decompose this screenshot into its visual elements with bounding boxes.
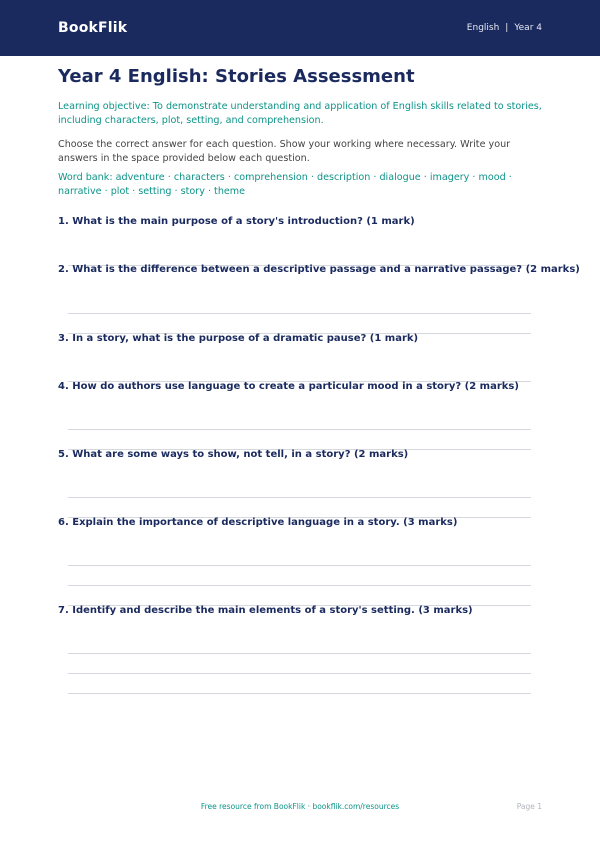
answer-line[interactable] [68,497,531,498]
question-4: 4. How do authors use language to create a particular mood in a story? (2 marks) [58,381,519,392]
subject-label: English [466,23,500,33]
brand-logo[interactable]: BookFlik [58,20,128,36]
learning-objective: Learning objective: To demonstrate understanding and application of English skills related to stories, including characters, plot, setting, and comprehension. [58,101,542,126]
worksheet-title: Year 4 English: Stories Assessment [58,66,415,87]
page-number: Page 1 [516,802,542,811]
answer-line[interactable] [68,673,531,674]
separator: | [505,23,509,33]
year-label: Year 4 [514,23,542,33]
question-3: 3. In a story, what is the purpose of a dramatic pause? (1 mark) [58,333,419,344]
footer-source-link[interactable]: Free resource from BookFlik · bookflik.com/resources [200,802,400,811]
question-1: 1. What is the main purpose of a story's introduction? (1 mark) [58,216,415,227]
answer-line[interactable] [68,565,531,566]
page-header [0,0,600,56]
subject-year-label [467,23,542,33]
answer-line[interactable] [68,653,531,654]
question-2: 2. What is the difference between a descriptive passage and a narrative passage? (2 marks) [58,264,580,275]
answer-line[interactable] [68,313,531,314]
question-7: 7. Identify and describe the main elements of a story's setting. (3 marks) [58,605,473,616]
answer-line[interactable] [68,429,531,430]
answer-line[interactable] [68,585,531,586]
instructions: Choose the correct answer for each question. Show your working where necessary. Write your answers in the space provided below each question. [58,139,511,164]
question-6: 6. Explain the importance of descriptive language in a story. (3 marks) [58,517,458,528]
word-bank: Word bank: adventure · characters · comprehension · description · dialogue · imagery · mood · narrative · plot · setting · story · theme [58,172,512,197]
question-5: 5. What are some ways to show, not tell, in a story? (2 marks) [58,449,409,460]
answer-line[interactable] [68,693,531,694]
